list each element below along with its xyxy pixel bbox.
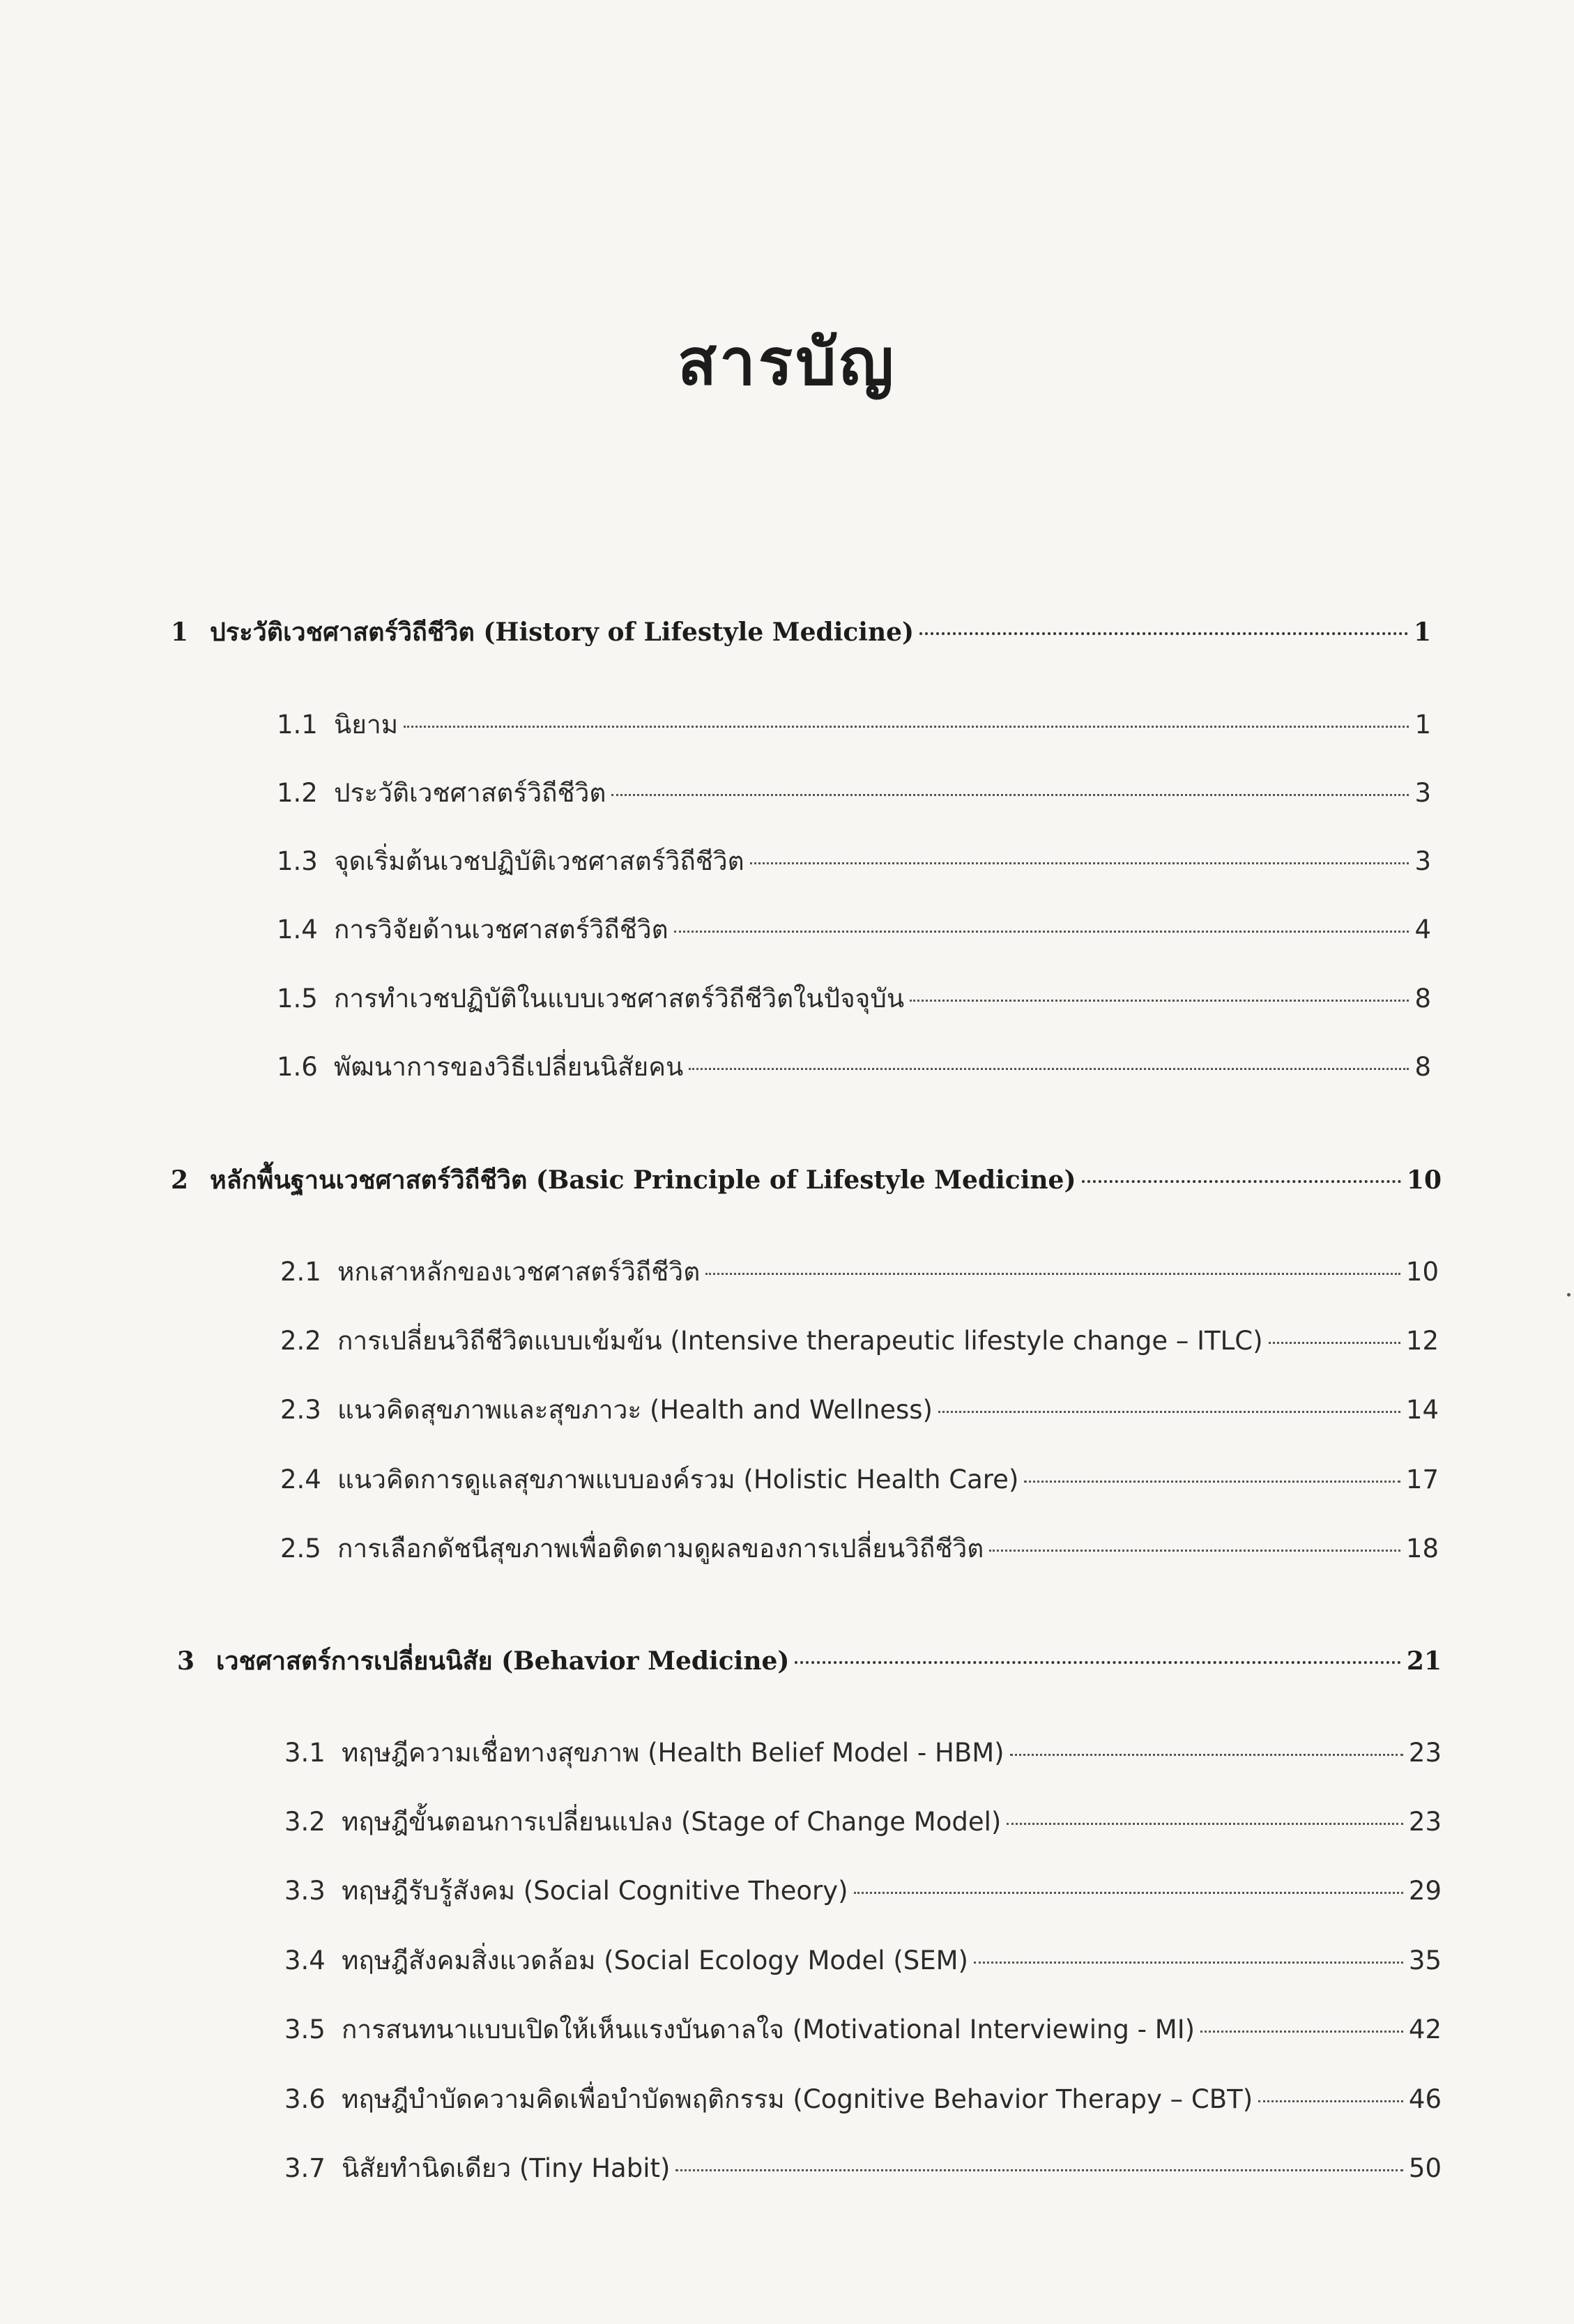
dot-leader [1082, 1180, 1401, 1183]
section-number: 2.4 [280, 1465, 321, 1494]
section-number: 3.1 [284, 1738, 326, 1768]
section-title: จุดเริ่มต้นเวชปฏิบัติเวชศาสตร์วิถีชีวิต [334, 846, 744, 876]
section-number: 1.1 [277, 710, 318, 740]
section-number: 1.2 [277, 778, 318, 808]
section-page-number: 10 [1405, 1257, 1439, 1287]
section-title: พัฒนาการของวิธีเปลี่ยนนิสัยคน [334, 1052, 684, 1082]
section-title: นิสัยทำนิดเดียว (Tiny Habit) [342, 2153, 671, 2183]
section-title: แนวคิดสุขภาพและสุขภาวะ (Health and Wellness) [337, 1395, 933, 1425]
section-page-number: 3 [1414, 778, 1431, 808]
toc-section-3-3[interactable] [284, 1870, 1442, 1911]
section-number: 2.1 [280, 1257, 321, 1287]
chapter-title: หลักพื้นฐานเวชศาสตร์วิถีชีวิต (Basic Principle of Lifestyle Medicine) [210, 1165, 1076, 1195]
toc-section-2-4[interactable] [280, 1459, 1439, 1500]
toc-section-1-3[interactable] [277, 841, 1431, 882]
chapter-number: 2 [171, 1165, 189, 1195]
toc-chapter-3[interactable] [177, 1641, 1442, 1681]
section-page-number: 29 [1408, 1876, 1442, 1906]
dot-leader [674, 931, 1409, 933]
section-page-number: 35 [1408, 1945, 1442, 1975]
section-number: 3.7 [284, 2153, 326, 2183]
section-number: 1.5 [277, 984, 318, 1014]
paper-speck [1567, 1293, 1571, 1297]
section-number: 2.5 [280, 1534, 321, 1564]
chapter-title: เวชศาสตร์การเปลี่ยนนิสัย (Behavior Medicine) [216, 1646, 790, 1676]
chapter-number: 3 [177, 1646, 195, 1676]
section-number: 3.6 [284, 2084, 326, 2114]
section-title: แนวคิดการดูแลสุขภาพแบบองค์รวม (Holistic Health Care) [337, 1465, 1019, 1494]
toc-section-2-5[interactable] [280, 1528, 1439, 1569]
section-title: ประวัติเวชศาสตร์วิถีชีวิต [334, 778, 606, 808]
section-title: ทฤษฎีสังคมสิ่งแวดล้อม (Social Ecology Model (SEM) [342, 1945, 968, 1975]
section-page-number: 42 [1408, 2015, 1442, 2044]
section-number: 3.3 [284, 1876, 326, 1906]
toc-section-3-2[interactable] [284, 1801, 1442, 1842]
dot-leader [1269, 1342, 1400, 1344]
dot-leader [910, 1000, 1409, 1002]
section-title: นิยาม [334, 710, 399, 740]
dot-leader [1258, 2100, 1403, 2102]
section-page-number: 18 [1405, 1534, 1439, 1564]
chapter-page-number: 10 [1406, 1165, 1442, 1195]
section-page-number: 4 [1414, 915, 1431, 945]
chapter-title: ประวัติเวชศาสตร์วิถีชีวิต (History of Lifestyle Medicine) [210, 618, 915, 647]
section-number: 2.3 [280, 1395, 321, 1425]
toc-section-1-4[interactable] [277, 909, 1431, 950]
section-page-number: 46 [1408, 2084, 1442, 2114]
dot-leader [1200, 2031, 1403, 2033]
dot-leader [854, 1892, 1403, 1894]
dot-leader [705, 1273, 1400, 1275]
dot-leader [938, 1411, 1400, 1413]
dot-leader [1007, 1823, 1403, 1825]
section-page-number: 3 [1414, 846, 1431, 876]
chapter-number: 1 [171, 618, 189, 647]
dot-leader [919, 632, 1408, 635]
toc-section-1-1[interactable] [277, 704, 1431, 745]
chapter-page-number: 21 [1406, 1646, 1442, 1676]
toc-section-2-3[interactable] [280, 1389, 1439, 1430]
page-title: สารบัญ [677, 325, 896, 399]
section-page-number: 8 [1414, 984, 1431, 1014]
section-page-number: 17 [1405, 1465, 1439, 1494]
dot-leader [795, 1661, 1400, 1664]
section-number: 3.4 [284, 1945, 326, 1975]
dot-leader [989, 1550, 1400, 1552]
section-title: ทฤษฎีความเชื่อทางสุขภาพ (Health Belief Model - HBM) [342, 1738, 1004, 1768]
section-title: ทฤษฎีบำบัดความคิดเพื่อบำบัดพฤติกรรม (Cognitive Behavior Therapy – CBT) [342, 2084, 1253, 2114]
section-number: 1.6 [277, 1052, 318, 1082]
section-number: 3.2 [284, 1807, 326, 1837]
section-page-number: 8 [1414, 1052, 1431, 1082]
dot-leader [611, 794, 1409, 796]
toc-section-2-1[interactable] [280, 1251, 1439, 1292]
section-page-number: 1 [1414, 710, 1431, 740]
toc-chapter-1[interactable] [171, 612, 1431, 652]
toc-section-3-7[interactable] [284, 2148, 1442, 2189]
section-page-number: 23 [1408, 1807, 1442, 1837]
toc-section-3-5[interactable] [284, 2009, 1442, 2050]
chapter-page-number: 1 [1413, 618, 1431, 647]
section-page-number: 12 [1405, 1326, 1439, 1356]
section-number: 2.2 [280, 1326, 321, 1356]
toc-section-1-2[interactable] [277, 772, 1431, 813]
section-title: การทำเวชปฏิบัติในแบบเวชศาสตร์วิถีชีวิตในปัจจุบัน [334, 984, 905, 1014]
section-title: การวิจัยด้านเวชศาสตร์วิถีชีวิต [334, 915, 668, 945]
section-number: 1.4 [277, 915, 318, 945]
dot-leader [974, 1962, 1403, 1964]
dot-leader [1010, 1754, 1403, 1756]
section-page-number: 50 [1408, 2153, 1442, 2183]
toc-chapter-2[interactable] [171, 1160, 1442, 1200]
toc-section-1-6[interactable] [277, 1046, 1431, 1087]
section-number: 1.3 [277, 846, 318, 876]
section-title: ทฤษฎีรับรู้สังคม (Social Cognitive Theory) [342, 1876, 848, 1906]
section-title: ทฤษฎีขั้นตอนการเปลี่ยนแปลง (Stage of Change Model) [342, 1807, 1002, 1837]
dot-leader [689, 1068, 1409, 1070]
toc-section-3-4[interactable] [284, 1940, 1442, 1981]
dot-leader [750, 862, 1409, 864]
toc-section-2-2[interactable] [280, 1320, 1439, 1361]
toc-section-1-5[interactable] [277, 978, 1431, 1019]
section-title: การเลือกดัชนีสุขภาพเพื่อติดตามดูผลของการเปลี่ยนวิถีชีวิต [337, 1534, 984, 1564]
toc-section-3-1[interactable] [284, 1732, 1442, 1773]
section-title: การเปลี่ยนวิถีชีวิตแบบเข้มข้น (Intensive therapeutic lifestyle change – ITLC) [337, 1326, 1263, 1356]
dot-leader [675, 2169, 1403, 2171]
section-title: หกเสาหลักของเวชศาสตร์วิถีชีวิต [337, 1257, 701, 1287]
dot-leader [1024, 1481, 1400, 1483]
section-page-number: 23 [1408, 1738, 1442, 1768]
section-number: 3.5 [284, 2015, 326, 2044]
toc-section-3-6[interactable] [284, 2079, 1442, 2120]
section-title: การสนทนาแบบเปิดให้เห็นแรงบันดาลใจ (Motivational Interviewing - MI) [342, 2015, 1195, 2044]
section-page-number: 14 [1405, 1395, 1439, 1425]
dot-leader [404, 726, 1409, 728]
